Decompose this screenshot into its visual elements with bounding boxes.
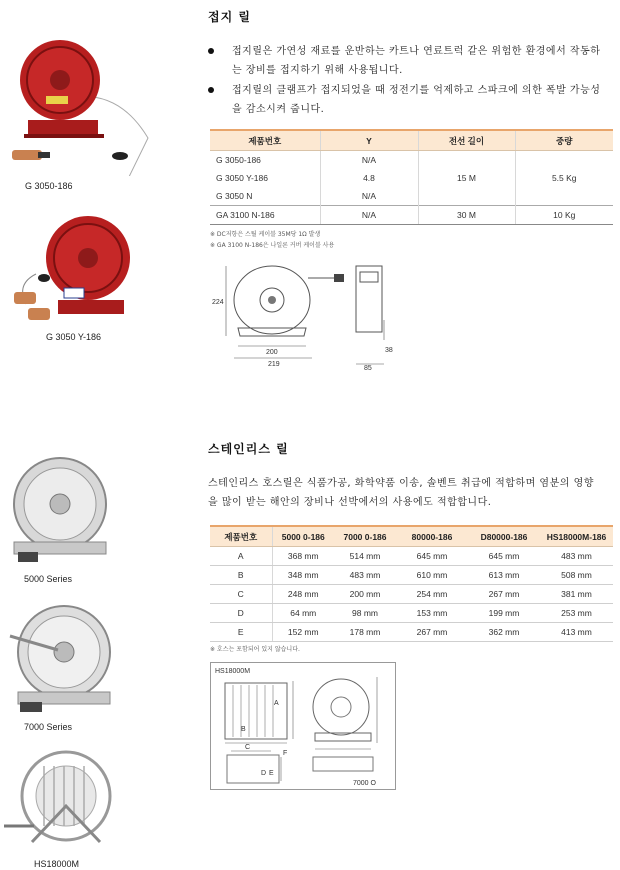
table-cell-y: N/A: [320, 151, 418, 170]
diagram-letter-label: B: [241, 726, 246, 733]
grounding-reel-spec-table: [210, 129, 613, 225]
table-row: [210, 206, 613, 225]
table-row: [210, 547, 613, 566]
section-title-grounding-reel: 접지 릴: [208, 10, 251, 24]
table-cell-weight: 10 Kg: [515, 206, 613, 225]
table-cell-y: N/A: [320, 187, 418, 206]
table-cell: C: [210, 585, 272, 604]
table-row: [210, 566, 613, 585]
stainless-reel-7000-image: [4, 598, 114, 718]
stainless-reel-spec-table: [210, 525, 613, 642]
table-header-cell: 80000-186: [396, 526, 468, 547]
dim-label: 85: [364, 365, 372, 372]
table-cell: 152 mm: [272, 623, 334, 642]
table-header-cell: 중량: [515, 130, 613, 151]
dim-label: 224: [212, 299, 224, 306]
diagram-letter-label: E: [269, 770, 274, 777]
table-cell: 253 mm: [540, 604, 613, 623]
table-cell: A: [210, 547, 272, 566]
diagram-letter-label: C: [245, 744, 251, 751]
table-cell-weight: 5.5 Kg: [515, 151, 613, 206]
table-cell-length: 15 M: [418, 151, 515, 206]
diagram-letter-label: D: [261, 770, 267, 777]
bullet-dot-icon: [208, 87, 214, 93]
table-cell-y: N/A: [320, 206, 418, 225]
caption-hs18000m: HS18000M: [34, 859, 80, 869]
grounding-reel-g3050y-image: [6, 204, 156, 330]
table-cell-length: 30 M: [418, 206, 515, 225]
diagram-title: HS18000M: [215, 668, 251, 675]
table-cell: 254 mm: [396, 585, 468, 604]
stainless-reel-hs18000m-image: [4, 746, 118, 856]
section-title-stainless-reel: 스테인리스 릴: [208, 442, 289, 456]
table-cell: 267 mm: [396, 623, 468, 642]
table-row: [210, 151, 613, 170]
table-cell: 200 mm: [334, 585, 396, 604]
table-header-cell: HS18000M-186: [540, 526, 613, 547]
table-header-row: [210, 526, 613, 547]
stainless-reel-description: 스테인리스 호스릴은 식품가공, 화학약품 이송, 솔벤트 취급에 적합하며 염분의 영향을 많이 받는 해안의 장비나 선박에서의 사용에도 적합합니다.: [208, 478, 594, 508]
bullet-item: 접지릴은 가연성 재료를 운반하는 카트나 연료트럭 같은 위험한 환경에서 작동하는 장비를 접지하기 위해 사용됩니다.: [208, 42, 604, 80]
table-cell: 153 mm: [396, 604, 468, 623]
table-row: [210, 604, 613, 623]
bullet-item: 접지릴의 클램프가 접지되었을 때 정전기를 억제하고 스파크에 의한 폭발 가능성을 감소시켜 줍니다.: [208, 81, 604, 119]
table-note: ※ GA 3100 N-186은 나일론 커버 케이블 사용: [210, 242, 335, 249]
table-cell-y: 4.8: [320, 169, 418, 187]
table-cell: 508 mm: [540, 566, 613, 585]
table-cell-model: G 3050 N: [216, 191, 253, 201]
bullet-dot-icon: [208, 48, 214, 54]
stainless-reel-5000-image: [4, 452, 114, 570]
table-cell: 613 mm: [468, 566, 540, 585]
table-header-cell: D80000-186: [468, 526, 540, 547]
stainless-reel-dimension-diagram: [210, 662, 396, 790]
table-cell-model: G 3050 Y-186: [216, 173, 268, 183]
table-cell: E: [210, 623, 272, 642]
table-cell: 645 mm: [468, 547, 540, 566]
table-row: [210, 623, 613, 642]
table-header-cell: 제품번호: [210, 130, 320, 151]
table-cell: 98 mm: [334, 604, 396, 623]
table-header-cell: 7000 0-186: [334, 526, 396, 547]
table-header-cell: 제품번호: [210, 526, 272, 547]
table-cell: 348 mm: [272, 566, 334, 585]
table-header-cell: Y: [320, 130, 418, 151]
table-cell-model: GA 3100 N-186: [210, 206, 320, 225]
table-cell: 64 mm: [272, 604, 334, 623]
table-note: ※ DC저항은 스틸 케이블 35M당 1Ω 발생: [210, 231, 321, 238]
table-cell: 610 mm: [396, 566, 468, 585]
dim-label: 38: [385, 347, 393, 354]
caption-7000-series: 7000 Series: [24, 722, 73, 732]
table-cell: 514 mm: [334, 547, 396, 566]
table-cell: 368 mm: [272, 547, 334, 566]
table-cell: 178 mm: [334, 623, 396, 642]
table-cell: 483 mm: [540, 547, 613, 566]
table-cell: 267 mm: [468, 585, 540, 604]
diagram-letter-label: F: [283, 750, 288, 757]
table-cell: B: [210, 566, 272, 585]
table-cell: 483 mm: [334, 566, 396, 585]
dim-label: 219: [268, 361, 280, 368]
caption-g3050y-186: G 3050 Y-186: [46, 332, 102, 342]
table-cell: 362 mm: [468, 623, 540, 642]
table-note: ※ 호스는 포함되어 있지 않습니다.: [210, 646, 300, 653]
grounding-reel-dimension-diagram: [208, 260, 398, 372]
table-cell: 199 mm: [468, 604, 540, 623]
table-row: [210, 585, 613, 604]
dim-label: 200: [266, 349, 278, 356]
table-header-row: [210, 130, 613, 151]
table-header-cell: 5000 0-186: [272, 526, 334, 547]
table-cell: 413 mm: [540, 623, 613, 642]
diagram-title: 7000 O: [353, 780, 376, 787]
table-header-cell: 전선 길이: [418, 130, 515, 151]
table-cell: 645 mm: [396, 547, 468, 566]
caption-g3050-186: G 3050-186: [25, 181, 73, 191]
table-cell: 248 mm: [272, 585, 334, 604]
grounding-reel-g3050-image: [8, 28, 158, 176]
caption-5000-series: 5000 Series: [24, 574, 73, 584]
table-cell-model: G 3050-186: [216, 155, 261, 165]
diagram-letter-label: A: [274, 700, 279, 707]
table-cell: 381 mm: [540, 585, 613, 604]
table-cell: D: [210, 604, 272, 623]
